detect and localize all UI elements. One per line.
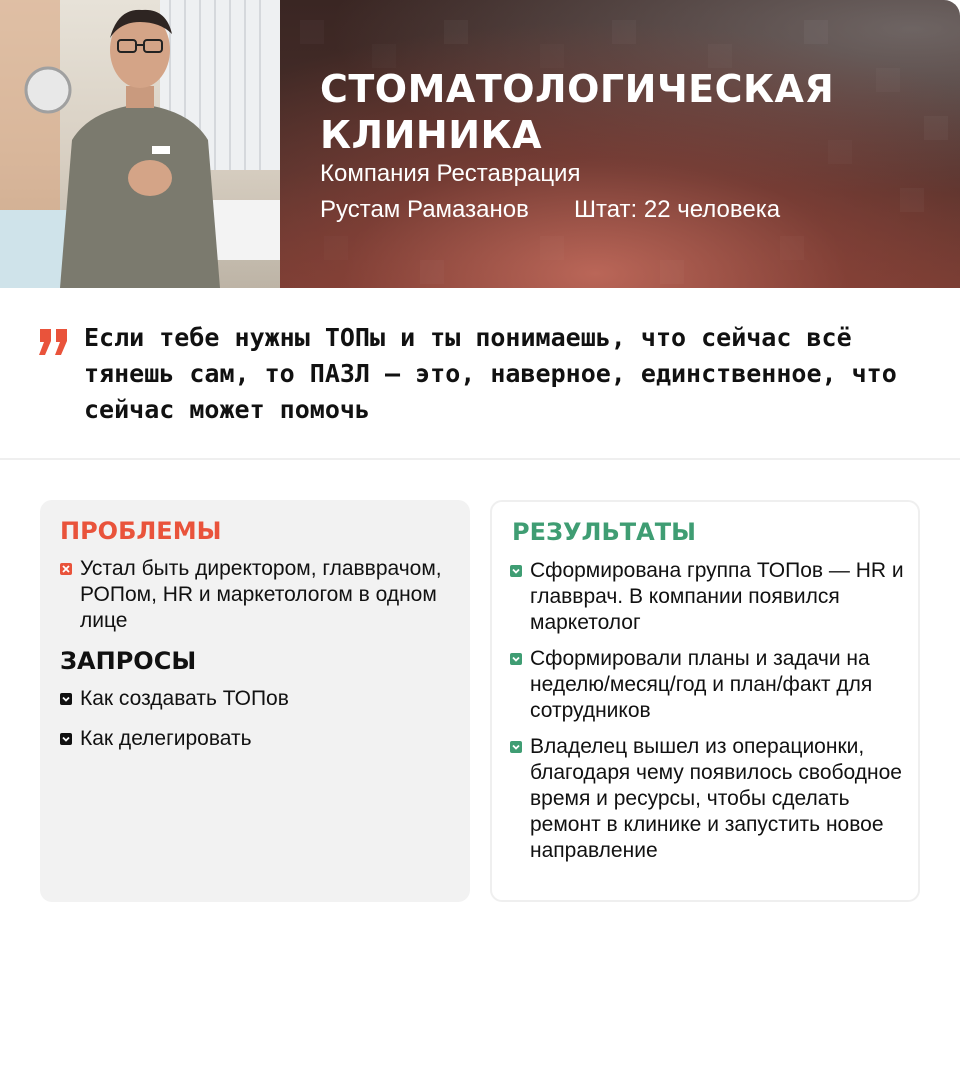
- chevron-down-icon: [510, 653, 522, 665]
- problems-card: [40, 500, 470, 902]
- chevron-down-icon: [510, 565, 522, 577]
- divider: [0, 458, 960, 460]
- result-item-text: Владелец вышел из операционки, благодаря чему появилось свободное время и ресурсы, чтобы сделать ремонт в клинике и запустить новое направление: [530, 735, 902, 862]
- doctor-photo: [0, 0, 280, 288]
- quote-mark-icon: [38, 325, 70, 357]
- result-item: [510, 646, 910, 724]
- results-card: [490, 500, 920, 902]
- header-banner: [0, 0, 960, 288]
- results-heading: РЕЗУЛЬТАТЫ: [512, 518, 696, 546]
- doctor-illustration: [0, 0, 280, 288]
- staff-count: Штат: 22 человека: [574, 196, 781, 223]
- problems-heading: ПРОБЛЕМЫ: [60, 517, 222, 545]
- chevron-down-icon: [510, 741, 522, 753]
- problem-item-text: Устал быть директором, главврачом, РОПом, HR и маркетологом в одном лице: [80, 557, 442, 632]
- result-item-text: Сформировали планы и задачи на неделю/месяц/год и план/факт для сотрудников: [530, 647, 873, 722]
- page-title: СТОМАТОЛОГИЧЕСКАЯ КЛИНИКА: [320, 67, 835, 157]
- company-name: Компания Реставрация: [320, 160, 581, 187]
- result-item-text: Сформирована группа ТОПов — HR и главврач. В компании появился маркетолог: [530, 559, 904, 634]
- result-item: [510, 558, 910, 636]
- person-name: Рустам Рамазанов: [320, 196, 529, 223]
- request-item: [60, 726, 460, 752]
- chevron-down-icon: [60, 733, 72, 745]
- result-item: [510, 734, 910, 864]
- request-item-text: Как делегировать: [80, 727, 252, 750]
- problem-item: [60, 556, 460, 634]
- chevron-down-icon: [60, 693, 72, 705]
- request-item: [60, 686, 460, 712]
- request-item-text: Как создавать ТОПов: [80, 687, 289, 710]
- requests-heading: ЗАПРОСЫ: [60, 647, 197, 675]
- cross-icon: [60, 563, 72, 575]
- quote-text: Если тебе нужны ТОПы и ты понимаешь, что сейчас всё тянешь сам, то ПАЗЛ — это, наверное, единственное, что сейчас может помочь: [84, 323, 897, 424]
